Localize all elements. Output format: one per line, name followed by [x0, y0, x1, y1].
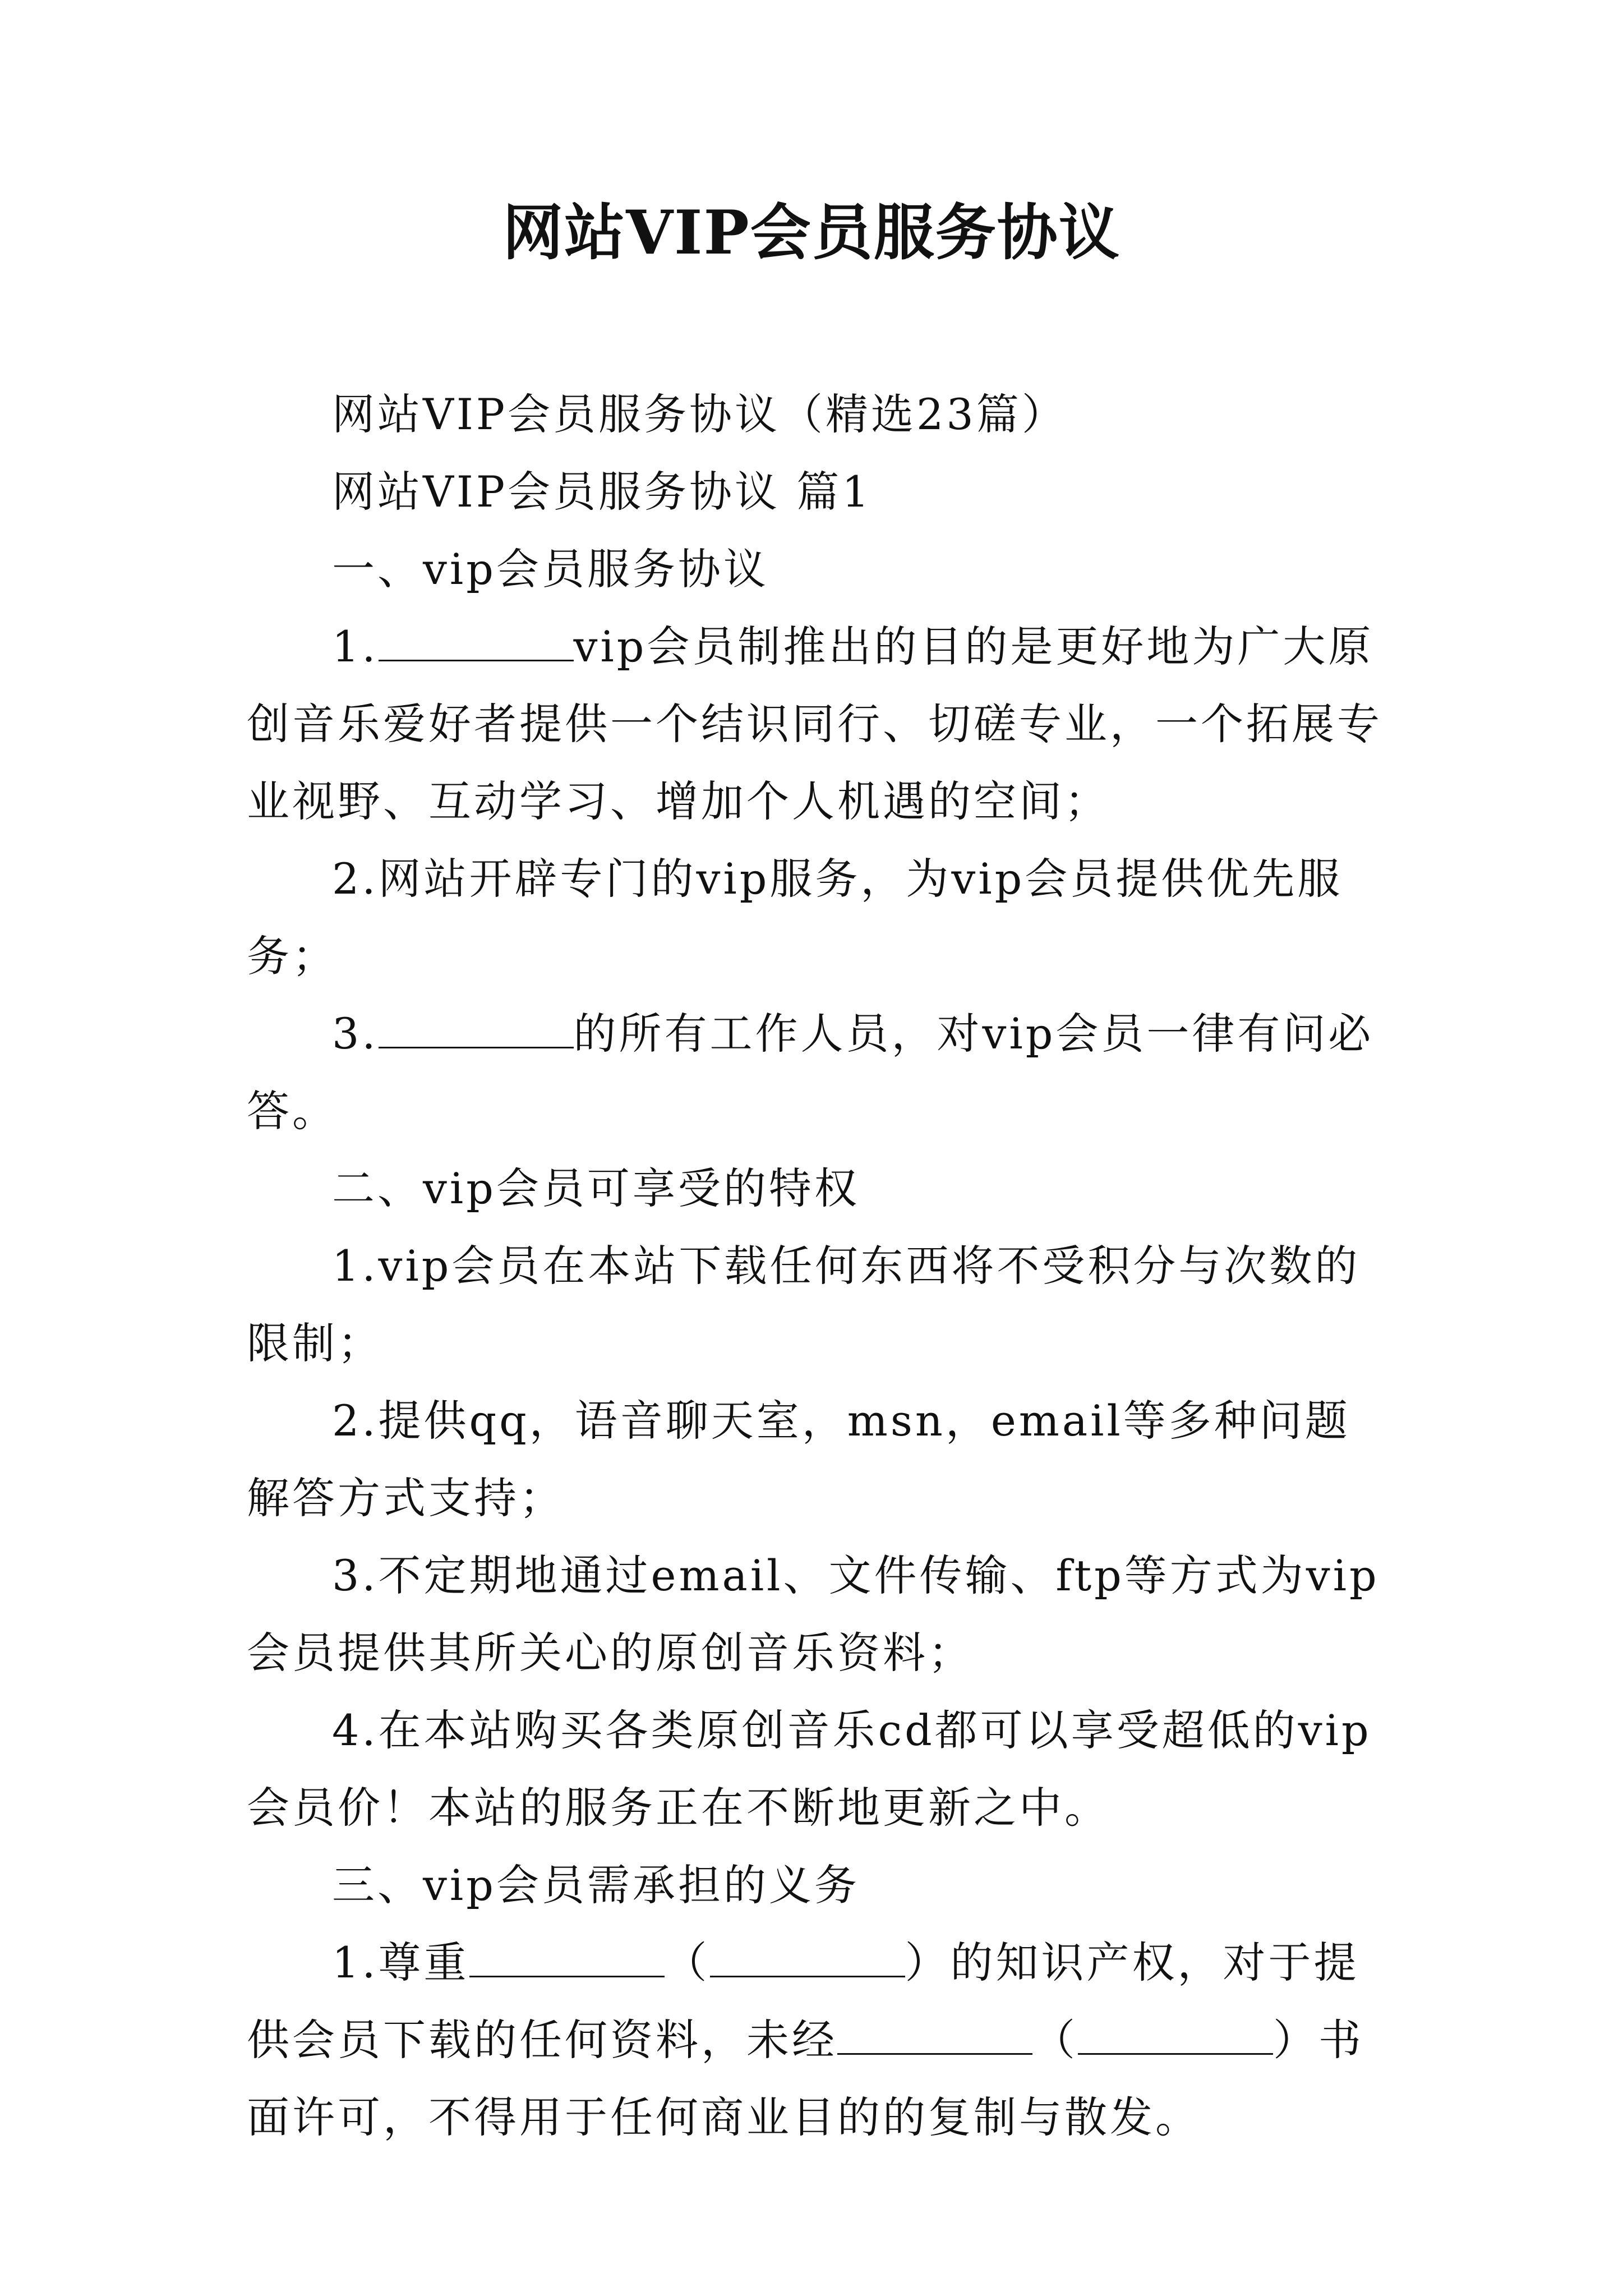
- paragraph-text: 1.尊重: [332, 1938, 469, 1987]
- obligation-item-1: [247, 1924, 1391, 2156]
- item-number: 1.: [332, 622, 379, 671]
- section-heading-3: 三、vip会员需承担的义务: [332, 1860, 860, 1910]
- paragraph-text: ）书面许可，不得用于任何商业目的的复制与散发。: [247, 2015, 1364, 2142]
- item-number: 3.: [332, 1009, 379, 1059]
- paragraph-item-1: [247, 608, 1391, 840]
- section-heading-2: 二、vip会员可享受的特权: [332, 1163, 860, 1213]
- privilege-item-3: 3.不定期地通过email、文件传输、ftp等方式为vip会员提供其所关心的原创音乐资料；: [247, 1550, 1380, 1678]
- document-body: [247, 376, 1391, 2156]
- paragraph-item-2: 2.网站开辟专门的vip服务，为vip会员提供优先服务；: [247, 854, 1343, 981]
- document-title: 网站VIP会员服务协议: [502, 197, 1121, 268]
- paragraph-text: vip会员制推出的目的是更好地为广大原创音乐爱好者提供一个结识同行、切磋专业，一个拓展专业视野、互动学习、增加个人机遇的空间；: [247, 622, 1382, 826]
- paragraph-text: 的所有工作人员，对vip会员一律有问必答。: [247, 1009, 1374, 1136]
- fill-in-blank: [469, 1935, 665, 1977]
- fill-in-blank: [837, 2013, 1032, 2055]
- fill-in-blank: [379, 1006, 574, 1048]
- privilege-item-4: 4.在本站购买各类原创音乐cd都可以享受超低的vip会员价！本站的服务正在不断地更新之中。: [247, 1705, 1372, 1833]
- subtitle-paragraph: 网站VIP会员服务协议（精选23篇）: [332, 389, 1067, 439]
- fill-in-blank: [710, 1935, 905, 1977]
- fill-in-blank: [379, 619, 574, 661]
- section-heading-article-1: 网站VIP会员服务协议 篇1: [332, 467, 872, 517]
- paragraph-text: ）的知识产权，对于提供会员下载的任何资料，未经: [247, 1938, 1359, 2065]
- paragraph-text: （: [664, 1938, 710, 1987]
- privilege-item-1: 1.vip会员在本站下载任何东西将不受积分与次数的限制；: [247, 1241, 1361, 1368]
- paragraph-item-3: [247, 995, 1391, 1150]
- privilege-item-2: 2.提供qq，语音聊天室，msn，email等多种问题解答方式支持；: [247, 1396, 1350, 1523]
- fill-in-blank: [1078, 2013, 1273, 2055]
- paragraph-text: （: [1032, 2015, 1078, 2065]
- section-heading-1: 一、vip会员服务协议: [332, 544, 769, 594]
